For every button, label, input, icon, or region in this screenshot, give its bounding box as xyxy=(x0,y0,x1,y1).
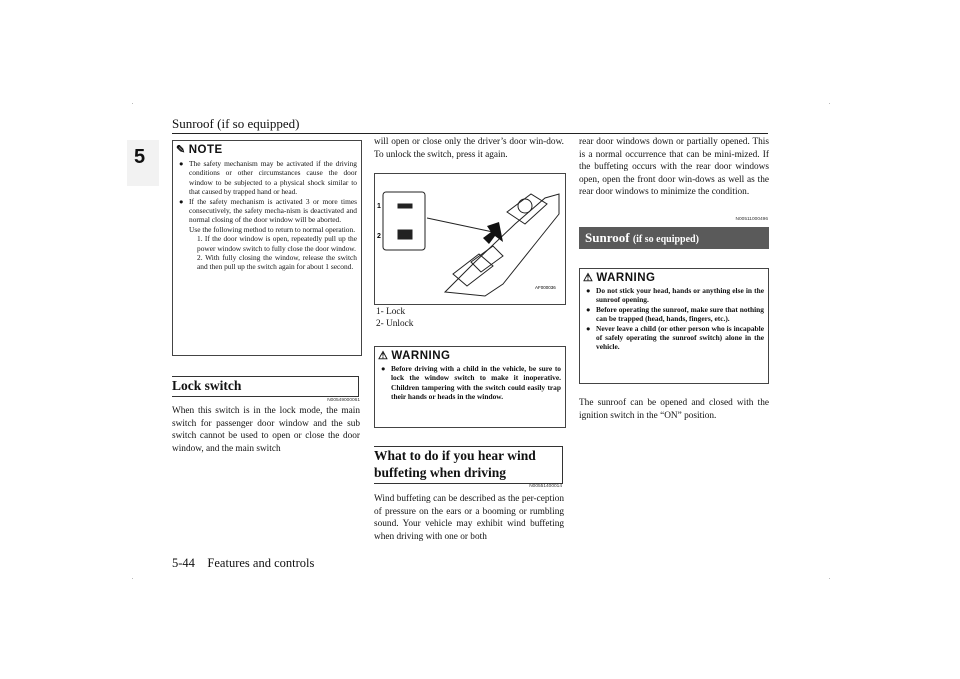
warning-box-title: WARNING xyxy=(596,272,656,284)
bullet-icon: ● xyxy=(381,364,386,373)
note-box xyxy=(172,140,362,356)
reference-code: N00551400014 xyxy=(529,484,562,489)
lock-switch-heading xyxy=(172,376,359,397)
warning-box-body xyxy=(375,364,565,402)
bullet-icon: ● xyxy=(586,304,591,314)
rear-window-switch xyxy=(453,254,493,286)
page-number: 5-44 xyxy=(172,556,195,570)
mirror-switch xyxy=(507,194,547,224)
warning-box-title: WARNING xyxy=(391,350,451,362)
bullet-icon: ● xyxy=(586,286,591,295)
corner-mark xyxy=(132,103,133,104)
section-title: Lock switch xyxy=(172,378,242,393)
figure-legend-2: 2- Unlock xyxy=(376,319,414,329)
lock-switch-closeup xyxy=(383,192,425,250)
warning-triangle-icon: ⚠ xyxy=(583,272,594,284)
figure-code: AF000036 xyxy=(535,285,556,290)
warning-box-1 xyxy=(374,346,566,428)
page-footer xyxy=(172,556,314,571)
corner-mark xyxy=(829,578,830,579)
window-switch-illustration xyxy=(375,174,565,304)
corner-mark xyxy=(829,103,830,104)
bullet-icon: ● xyxy=(179,196,184,206)
figure-label-2: 2 xyxy=(377,233,381,240)
note-bullet: ● The safety mechanism may be activated if the driving conditions or other circumstances cause the door window to be subjected to a physical shock similar to that caused by trapped hand or head. xyxy=(179,159,357,197)
front-window-switch xyxy=(471,246,503,272)
warning-box-header xyxy=(375,347,565,364)
reference-code: N00549000061 xyxy=(327,398,360,403)
column2-continuation: will open or close only the driver’s door win-dow. To unlock the switch, press it again. xyxy=(374,137,564,160)
window-switch-figure xyxy=(374,173,566,305)
sunroof-title-qualifier: (if so equipped) xyxy=(632,234,699,245)
note-box-body xyxy=(173,158,361,272)
figure-legend-1: 1- Lock xyxy=(376,307,406,317)
note-box-title: NOTE xyxy=(188,144,223,156)
warning-box-2 xyxy=(579,268,769,384)
bullet-icon: ● xyxy=(586,323,591,333)
note-box-header xyxy=(173,141,361,158)
footer-section-label: Features and controls xyxy=(207,556,315,570)
lock-position-indicator xyxy=(398,204,412,208)
callout-line xyxy=(427,218,493,232)
bullet-icon: ● xyxy=(179,159,184,168)
note-bullet: ● If the safety mechanism is activated 3 or more times consecutively, the safety mecha-nism is deactivated and normal closing of the door window will be aborted. Use the following method to return to normal operation. 1. If the door window is open, repeatedly pull up the power window switch to fully close the door window. 2. With fully closing the window, release the switch and then pull up the switch again for about 1 second. xyxy=(179,196,357,272)
header-rule xyxy=(172,133,768,134)
page-header-title: Sunroof (if so equipped) xyxy=(172,116,300,131)
warning-bullet: ● Never leave a child (or other person who is incapable of safely operating the sunroof switch) alone in the vehicle. xyxy=(586,323,764,352)
lock-switch-body: When this switch is in the lock mode, the main switch for passenger door window and the sub switch cannot be used to open or close the door window, and the main switch xyxy=(172,406,360,454)
column3-continuation: rear door windows down or partially opened. This is a normal occurrence that can be mini-mized. If the buffeting occurs with the rear door windows open, open the front door win-dows as well as the rear door windows to minimize the condition. xyxy=(579,137,769,198)
unlock-position-indicator xyxy=(398,230,412,239)
buffeting-heading xyxy=(374,446,563,484)
warning-bullet: ● Before operating the sunroof, make sure that nothing can be trapped (head, hands, fingers, etc.). xyxy=(586,304,764,324)
note-step: 2. With fully closing the window, release the switch and then pull up the switch again for about 1 second. xyxy=(197,253,357,272)
reference-code: N00511000496 xyxy=(735,217,768,222)
note-pencil-icon: ✎ xyxy=(176,144,186,156)
warning-bullet: ● Do not stick your head, hands or anything else in the sunroof opening. xyxy=(586,286,764,305)
press-arrow-icon xyxy=(483,222,503,244)
mirror-knob xyxy=(518,199,532,213)
warning-bullet: ● Before driving with a child in the vehicle, be sure to lock the window switch to make it inoperative. Children tampering with the switch could easily trap their hands or heads in the window. xyxy=(381,364,561,402)
section-title: What to do if you hear wind buffeting when driving xyxy=(374,448,536,480)
figure-label-1: 1 xyxy=(377,203,381,210)
sunroof-body: The sunroof can be opened and closed with the ignition switch in the “ON” position. xyxy=(579,398,769,421)
note-step: 1. If the door window is open, repeatedly pull up the power window switch to fully close the door window. xyxy=(197,234,357,253)
sunroof-title: Sunroof xyxy=(585,230,630,245)
sunroof-heading xyxy=(579,227,769,249)
chapter-number: 5 xyxy=(134,146,146,168)
buffeting-body: Wind buffeting can be described as the per-ception of pressure on the ears or a booming or rumbling sound. Your vehicle may exhibit wind buffeting when driving with one or both xyxy=(374,494,564,542)
warning-box-body xyxy=(580,286,768,352)
corner-mark xyxy=(132,578,133,579)
warning-triangle-icon: ⚠ xyxy=(378,350,389,362)
warning-box-header xyxy=(580,269,768,286)
